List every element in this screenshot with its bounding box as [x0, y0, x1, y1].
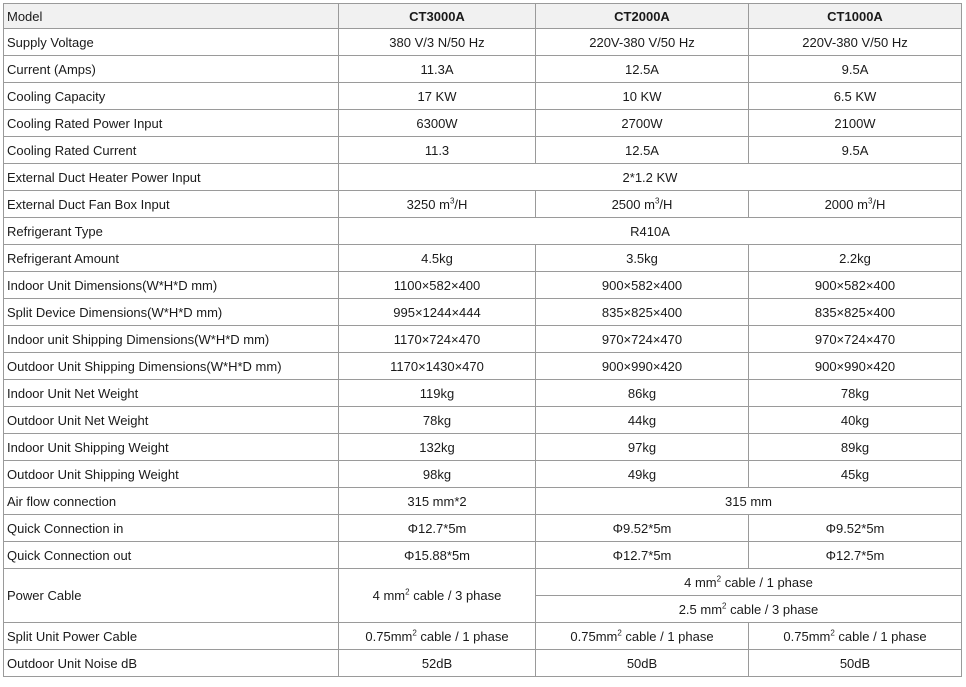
- table-row: [4, 569, 962, 596]
- table-row: [4, 137, 962, 164]
- cell-value: 4.5kg: [339, 245, 536, 272]
- superscript: 2: [830, 628, 835, 638]
- table-row: [4, 542, 962, 569]
- cell-value: 49kg: [536, 461, 749, 488]
- cell-value: 44kg: [536, 407, 749, 434]
- cell-value: 2700W: [536, 110, 749, 137]
- cell-value: 220V-380 V/50 Hz: [749, 29, 962, 56]
- value-text: cable / 3 phase: [726, 601, 819, 617]
- cell-value: 220V-380 V/50 Hz: [536, 29, 749, 56]
- value-text: 0.75mm: [365, 628, 413, 644]
- table-row: [4, 488, 962, 515]
- row-label: Quick Connection out: [4, 542, 339, 569]
- value-text: cable / 1 phase: [721, 574, 813, 590]
- cell-value: 12.5A: [536, 137, 749, 164]
- row-label: Outdoor Unit Shipping Weight: [4, 461, 339, 488]
- superscript: 2: [716, 574, 722, 584]
- superscript: 2: [617, 628, 622, 638]
- row-label: Split Unit Power Cable: [4, 623, 339, 650]
- cell-value: 1170×1430×470: [339, 353, 536, 380]
- row-label: Current (Amps): [4, 56, 339, 83]
- table-row: [4, 380, 962, 407]
- cell-value: 45kg: [749, 461, 962, 488]
- row-label: External Duct Fan Box Input: [4, 191, 339, 218]
- cell-value-merged: 2*1.2 KW: [339, 164, 962, 191]
- table-row: [4, 83, 962, 110]
- superscript: 3: [449, 196, 455, 206]
- cell-value: 10 KW: [536, 83, 749, 110]
- cell-value: Φ12.7*5m: [536, 542, 749, 569]
- cell-value: 1100×582×400: [339, 272, 536, 299]
- model-ct1000a: CT1000A: [749, 4, 962, 29]
- value-text: cable / 3 phase: [409, 588, 502, 603]
- table-row: [4, 515, 962, 542]
- cell-value-merged: [536, 596, 962, 623]
- model-ct2000a: CT2000A: [536, 4, 749, 29]
- cell-value: 995×1244×444: [339, 299, 536, 326]
- row-label: Indoor Unit Net Weight: [4, 380, 339, 407]
- table-row: [4, 461, 962, 488]
- cell-value-merged: R410A: [339, 218, 962, 245]
- table-row: [4, 191, 962, 218]
- cell-value: 835×825×400: [749, 299, 962, 326]
- value-text: 3250 m: [406, 196, 450, 212]
- cell-value: 6300W: [339, 110, 536, 137]
- value-text: cable / 1 phase: [834, 628, 927, 644]
- row-label: Refrigerant Amount: [4, 245, 339, 272]
- cell-value: [339, 569, 536, 623]
- cell-value: 6.5 KW: [749, 83, 962, 110]
- cell-value: 11.3: [339, 137, 536, 164]
- header-row: [4, 4, 962, 29]
- superscript: 3: [867, 196, 873, 206]
- cell-value: 970×724×470: [536, 326, 749, 353]
- cell-value: 2100W: [749, 110, 962, 137]
- row-label: Supply Voltage: [4, 29, 339, 56]
- value-text: 2000 m: [824, 196, 868, 212]
- cell-value: [339, 623, 536, 650]
- table-row: [4, 218, 962, 245]
- cell-value-merged: [536, 569, 962, 596]
- cell-value: 900×990×420: [749, 353, 962, 380]
- model-ct3000a: CT3000A: [339, 4, 536, 29]
- cell-value: 119kg: [339, 380, 536, 407]
- table-row: [4, 245, 962, 272]
- row-label: Cooling Capacity: [4, 83, 339, 110]
- value-text: 0.75mm: [570, 628, 618, 644]
- cell-value: 17 KW: [339, 83, 536, 110]
- table-row: [4, 299, 962, 326]
- cell-value: 52dB: [339, 650, 536, 677]
- value-text: 2.5 mm: [678, 601, 723, 617]
- table-row: [4, 353, 962, 380]
- cell-value: 900×990×420: [536, 353, 749, 380]
- cell-value: 835×825×400: [536, 299, 749, 326]
- cell-value: Φ12.7*5m: [339, 515, 536, 542]
- row-label: Refrigerant Type: [4, 218, 339, 245]
- row-label: Cooling Rated Current: [4, 137, 339, 164]
- value-text: cable / 1 phase: [416, 628, 509, 644]
- cell-value: 900×582×400: [536, 272, 749, 299]
- value-text: 4 mm: [372, 588, 406, 603]
- table-row: [4, 326, 962, 353]
- cell-value: 315 mm*2: [339, 488, 536, 515]
- superscript: 2: [405, 587, 410, 597]
- row-label: Outdoor Unit Shipping Dimensions(W*H*D mm): [4, 353, 339, 380]
- value-text: 0.75mm: [783, 628, 831, 644]
- cell-value: 12.5A: [536, 56, 749, 83]
- cell-value: 78kg: [749, 380, 962, 407]
- table-row: [4, 434, 962, 461]
- row-label: Quick Connection in: [4, 515, 339, 542]
- value-text: 2500 m: [611, 196, 655, 212]
- superscript: 2: [722, 601, 727, 611]
- table-row: [4, 623, 962, 650]
- row-label: Indoor Unit Shipping Weight: [4, 434, 339, 461]
- cell-value: Φ9.52*5m: [536, 515, 749, 542]
- unit-suffix: /H: [872, 196, 886, 212]
- cell-value: 3.5kg: [536, 245, 749, 272]
- row-label: Air flow connection: [4, 488, 339, 515]
- unit-suffix: /H: [659, 196, 673, 212]
- cell-value: [536, 623, 749, 650]
- superscript: 2: [412, 628, 417, 638]
- cell-value: 89kg: [749, 434, 962, 461]
- row-label: Indoor Unit Dimensions(W*H*D mm): [4, 272, 339, 299]
- row-label: Outdoor Unit Net Weight: [4, 407, 339, 434]
- cell-value-merged: 315 mm: [536, 488, 962, 515]
- cell-value: 9.5A: [749, 137, 962, 164]
- table-row: [4, 650, 962, 677]
- row-label: Split Device Dimensions(W*H*D mm): [4, 299, 339, 326]
- cell-value: 78kg: [339, 407, 536, 434]
- header-label: Model: [4, 4, 339, 29]
- cell-value: 50dB: [536, 650, 749, 677]
- cell-value: [536, 191, 749, 218]
- superscript: 3: [654, 196, 660, 206]
- cell-value: Φ12.7*5m: [749, 542, 962, 569]
- row-label: Indoor unit Shipping Dimensions(W*H*D mm): [4, 326, 339, 353]
- value-text: cable / 1 phase: [621, 628, 714, 644]
- cell-value: 2.2kg: [749, 245, 962, 272]
- value-text: 4 mm: [684, 574, 717, 590]
- cell-value: 132kg: [339, 434, 536, 461]
- table-row: [4, 29, 962, 56]
- cell-value: [339, 191, 536, 218]
- cell-value: 9.5A: [749, 56, 962, 83]
- table-row: [4, 164, 962, 191]
- cell-value: 970×724×470: [749, 326, 962, 353]
- cell-value: 98kg: [339, 461, 536, 488]
- spec-table: [3, 3, 962, 677]
- cell-value: 11.3A: [339, 56, 536, 83]
- spec-table-container: [3, 3, 962, 677]
- cell-value: Φ9.52*5m: [749, 515, 962, 542]
- cell-value: 97kg: [536, 434, 749, 461]
- table-row: [4, 272, 962, 299]
- cell-value: 380 V/3 N/50 Hz: [339, 29, 536, 56]
- cell-value: [749, 623, 962, 650]
- row-label: Power Cable: [4, 569, 339, 623]
- row-label: External Duct Heater Power Input: [4, 164, 339, 191]
- cell-value: 1170×724×470: [339, 326, 536, 353]
- table-row: [4, 407, 962, 434]
- cell-value: Φ15.88*5m: [339, 542, 536, 569]
- row-label: Outdoor Unit Noise dB: [4, 650, 339, 677]
- table-row: [4, 110, 962, 137]
- cell-value: 50dB: [749, 650, 962, 677]
- cell-value: [749, 191, 962, 218]
- unit-suffix: /H: [454, 196, 468, 212]
- table-row: [4, 56, 962, 83]
- row-label: Cooling Rated Power Input: [4, 110, 339, 137]
- cell-value: 900×582×400: [749, 272, 962, 299]
- cell-value: 86kg: [536, 380, 749, 407]
- cell-value: 40kg: [749, 407, 962, 434]
